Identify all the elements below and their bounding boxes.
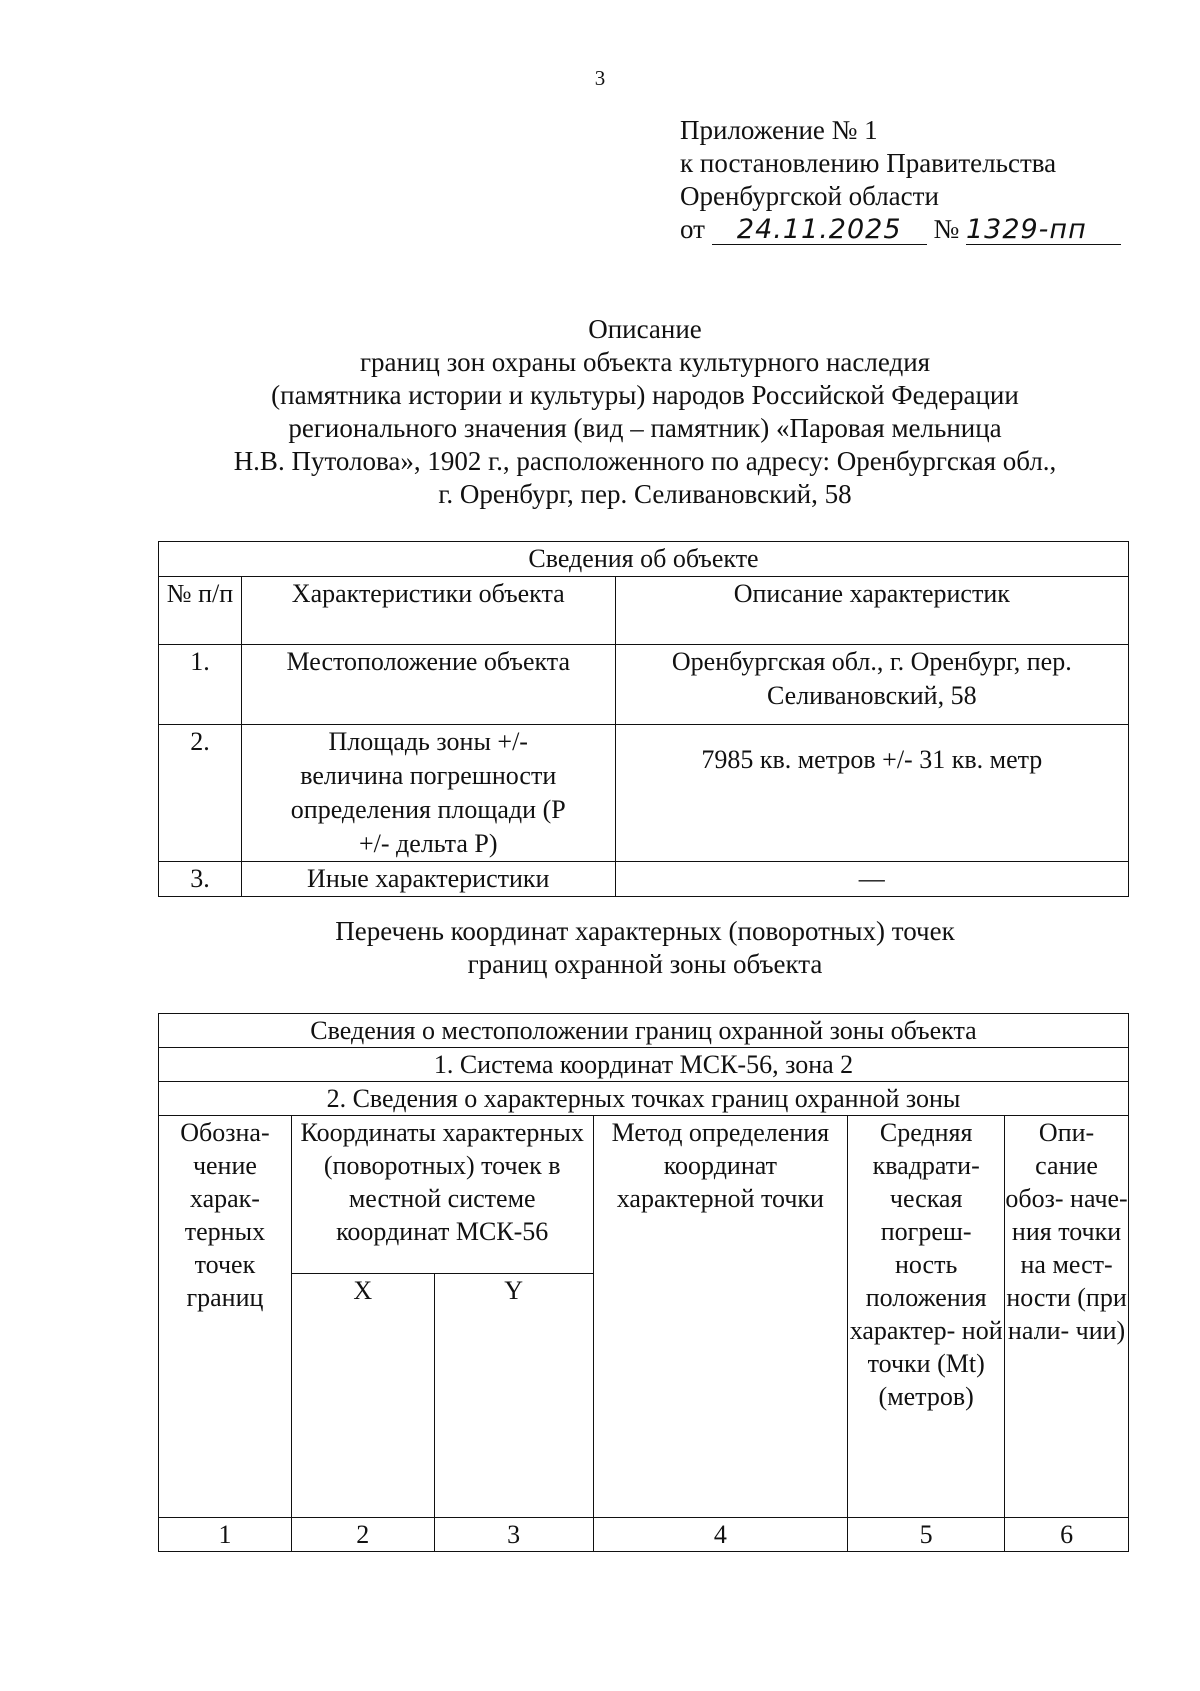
row-3-characteristic: Иные характеристики bbox=[241, 862, 615, 897]
title-line-2: границ зон охраны объекта культурного наследия bbox=[359, 347, 931, 377]
appendix-date-line bbox=[680, 213, 1121, 246]
page-number: 3 bbox=[594, 66, 606, 90]
coordinate-system: 1. Система координат МСК-56, зона 2 bbox=[159, 1048, 1129, 1082]
title-line-6: г. Оренбург, пер. Селивановский, 58 bbox=[438, 479, 852, 509]
header-designation: Обозна- чение харак- терных точек границ bbox=[159, 1116, 292, 1518]
object-info-table bbox=[158, 541, 1129, 897]
row-2-description: 7985 кв. метров +/- 31 кв. метр bbox=[615, 725, 1128, 862]
header-characteristics: Характеристики объекта bbox=[241, 577, 615, 645]
document-title bbox=[0, 313, 1200, 511]
appendix-header bbox=[680, 114, 1121, 246]
appendix-line-3: Оренбургской области bbox=[680, 181, 939, 211]
list-title-line-2: границ охранной зоны объекта bbox=[467, 949, 823, 979]
number-field bbox=[966, 215, 1121, 245]
row-2-characteristic: Площадь зоны +/- величина погрешности определения площади (Р +/- дельта Р) bbox=[241, 725, 615, 862]
coord-table-caption: Сведения о местоположении границ охранной зоны объекта bbox=[159, 1014, 1129, 1048]
column-number-4: 4 bbox=[593, 1518, 848, 1552]
row-3-description: — bbox=[615, 862, 1128, 897]
header-error: Средняя квадрати- ческая погреш- ность положения характер- ной точки (Mt) (метров) bbox=[848, 1116, 1005, 1518]
appendix-line-2: к постановлению Правительства bbox=[680, 148, 1057, 178]
row-1-characteristic: Местоположение объекта bbox=[241, 645, 615, 725]
title-line-1: Описание bbox=[588, 314, 702, 344]
coordinates-table bbox=[158, 1013, 1129, 1552]
column-number-3: 3 bbox=[434, 1518, 593, 1552]
header-y: Y bbox=[434, 1274, 593, 1518]
date-field bbox=[712, 215, 927, 245]
object-table-caption: Сведения об объекте bbox=[159, 542, 1129, 577]
row-1-description: Оренбургская обл., г. Оренбург, пер. Селивановский, 58 bbox=[615, 645, 1128, 725]
appendix-line-1: Приложение № 1 bbox=[680, 115, 878, 145]
header-description: Описание характеристик bbox=[615, 577, 1128, 645]
number-value-handwritten: 1329-пп bbox=[965, 214, 1087, 245]
title-line-4: регионального значения (вид – памятник) «Паровая мельница bbox=[288, 413, 1002, 443]
list-title-line-1: Перечень координат характерных (поворотных) точек bbox=[335, 916, 955, 946]
date-prefix: от bbox=[680, 214, 705, 244]
header-description: Опи- сание обоз- наче- ния точки на мест- ности (при нали- чии) bbox=[1005, 1116, 1129, 1518]
points-section-title: 2. Сведения о характерных точках границ охранной зоны bbox=[159, 1082, 1129, 1116]
title-line-3: (памятника истории и культуры) народов Российской Федерации bbox=[271, 380, 1019, 410]
number-prefix: № bbox=[933, 214, 960, 244]
column-number-1: 1 bbox=[159, 1518, 292, 1552]
column-number-2: 2 bbox=[291, 1518, 434, 1552]
header-coordinates: Координаты характерных (поворотных) точек в местной системе координат МСК-56 bbox=[291, 1116, 593, 1274]
title-line-5: Н.В. Путолова», 1902 г., расположенного по адресу: Оренбургская обл., bbox=[233, 446, 1057, 476]
coordinates-list-title bbox=[0, 915, 1200, 981]
header-num: № п/п bbox=[159, 577, 242, 645]
row-1-num: 1. bbox=[159, 645, 242, 725]
header-method: Метод определения координат характерной точки bbox=[593, 1116, 848, 1518]
date-value-handwritten: 24.11.2025 bbox=[736, 214, 902, 245]
header-x: X bbox=[291, 1274, 434, 1518]
row-3-num: 3. bbox=[159, 862, 242, 897]
column-number-6: 6 bbox=[1005, 1518, 1129, 1552]
row-2-num: 2. bbox=[159, 725, 242, 862]
column-number-5: 5 bbox=[848, 1518, 1005, 1552]
